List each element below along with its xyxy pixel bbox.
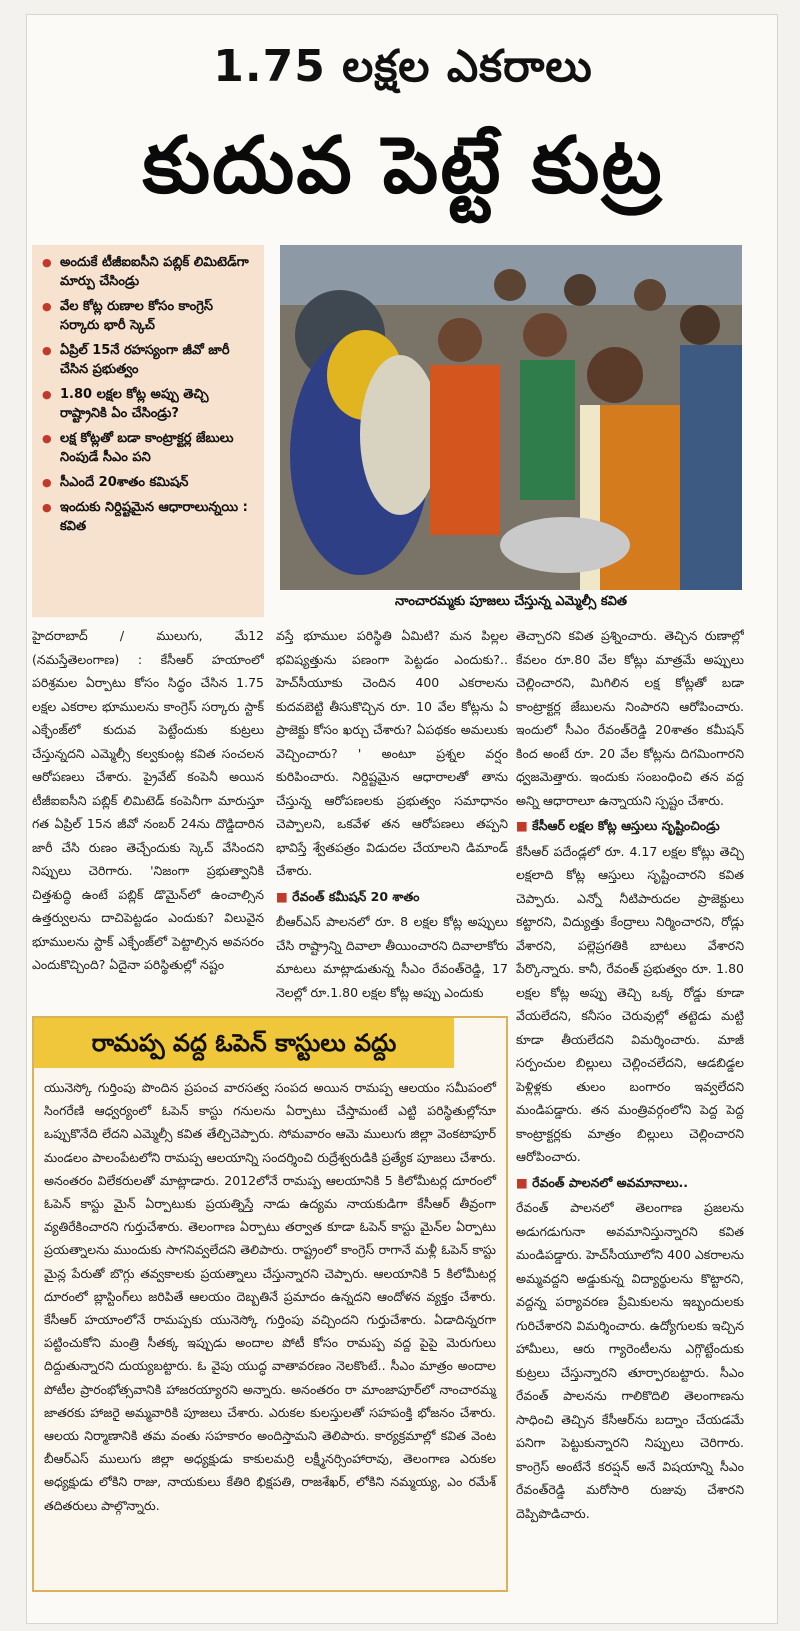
highlight-item: ● లక్ష కోట్లతో బడా కాంట్రాక్టర్ల జేబులు నింపుడే సీఎం పని: [42, 429, 254, 467]
article-column-2: [276, 624, 508, 1010]
article-paragraph: తెచ్చారని కవిత ప్రశ్నించారు. తెచ్చిన రుణాల్లో కేవలం రూ.80 వేల కోట్లు మాత్రమే అప్పులు చెల్లించారని, మిగిలిన లక్ష కోట్లతో బడా కాంట్రాక్టర్ల జేబులను నింపారని ఆరోపించారు. ఇందులో సీఎం రేవంత్‌రెడ్డి 20శాతం కమీషన్ కింద అంటే రూ. 20 వేల కోట్లను దిగమింగారని ధ్వజమెత్తారు. ఇందుకు సంబంధించి తన వద్ద అన్ని ఆధారాలూ ఉన్నాయని స్పష్టం చేశారు.: [516, 628, 744, 808]
article-paragraph: హైదరాబాద్ / ములుగు, మే12 (నమస్తేతెలంగాణ) : కేసీఆర్ హయాంలో పరిశ్రమల ఏర్పాటు కోసం సిద్ధం చేసిన 1.75 లక్షల ఎకరాల భూములను కాంగ్రెస్ సర్కారు స్టాక్ ఎక్ఛేంజ్‌లో కుదువ పెట్టేందుకు కుట్రలు చేస్తున్నదని ఎమ్మెల్సీ కల్వకుంట్ల కవిత సంచలన ఆరోపణలు చేశారు. ప్రైవేట్ కంపెనీ అయిన టీజీఐఐసీని పబ్లిక్ లిమిటెడ్ కంపెనీగా మారుస్తూ గత ఏప్రిల్ 15న జీవో నంబర్ 24ను దొడ్డిదారిన జారీ చేసి రుణం తెచ్చేందుకు స్కెచ్ వేసిందని నిప్పులు చెరిగారు. 'నిజంగా ప్రభుత్వానికి చిత్తశుద్ధి ఉంటే పబ్లిక్ డొమైన్‌లో ఉంచాల్సిన ఉత్తర్వులను దాచిపెట్టడం ఎందుకు? విలువైన భూములను స్టాక్ ఎక్ఛేంజ్‌లో పెట్టాల్సిన అవసరం ఎందుకొచ్చింది? ఏదైనా పరిస్థితుల్లో నష్టం: [32, 628, 264, 972]
subheading: ■ రేవంత్ పాలనలో అవమానాలు..: [516, 1171, 744, 1195]
highlight-item: ● ఏప్రిల్ 15నే రహస్యంగా జీవో జారీ చేసిన ప్రభుత్వం: [42, 341, 254, 379]
photo-illustration: [280, 245, 742, 590]
article-column-3: [516, 624, 744, 1610]
news-photo: [280, 245, 742, 590]
highlight-item: ● 1.80 లక్షల కోట్ల అప్పు తెచ్చి రాష్ట్రానికి ఏం చేసిండ్రు?: [42, 385, 254, 423]
article-column-1: [32, 624, 264, 1010]
sidebar-story-body: యునెస్కో గుర్తింపు పొందిన ప్రపంచ వారసత్వ సంపద అయిన రామప్ప ఆలయం సమీపంలో సింగరేణి ఆధ్వర్యంలో ఓపెన్ కాస్టు గనులను ఏర్పాటు చేస్తామంటే ఎట్టి పరిస్థితుల్లోనూ ఒప్పుకొనేది లేదని ఎమ్మెల్సీ కవిత తేల్చిచెప్పారు. సోమవారం ఆమె ములుగు జిల్లా వెంకటాపూర్ మండలం పాలంపేటలోని రామప్ప ఆలయాన్ని సందర్శించి రుద్రేశ్వరుడికి ప్రత్యేక పూజలు చేశారు. అనంతరం విలేకరులతో మాట్లాడారు. 2012లోనే రామప్ప ఆలయానికి 5 కిలోమీటర్ల దూరంలో ఓపెన్ కాస్టు మైన్ ఏర్పాటుకు ప్రయత్నిస్తే నాడు ఉద్యమ నాయకుడిగా కేసీఆర్ తీవ్రంగా వ్యతిరేకించారని గుర్తుచేశారు. తెలంగాణ ఏర్పాటు తర్వాత కూడా ఓపెన్ కాస్టు మైన్‌ల ఏర్పాటు ప్రయత్నాలను ముందుకు సాగనివ్వలేదని తెలిపారు. రాష్ట్రంలో కాంగ్రెస్ రాగానే మళ్లీ ఓపెన్ కాస్టు మైన్ల పేరుతో బొగ్గు తవ్వకాలకు ప్రయత్నాలు చేస్తున్నారని చెప్పారు. ఆలయానికి 5 కిలోమీటర్ల దూరంలో బ్లాస్టింగ్‌లు జరిపితే ఆలయం దెబ్బతినే ప్రమాదం ఉన్నదని ఆందోళన వ్యక్తం చేశారు. కేసీఆర్ హయాంలోనే రామప్పకు యునెస్కో గుర్తింపు వచ్చిందని గుర్తుచేశారు. ఏడాదిన్నరగా పట్టించుకోని మంత్రి సీతక్క ఇప్పుడు అందాల పోటీ కోసం రామప్ప వద్ద పైపై మెరుగులు దిద్దుతున్నారని దుయ్యబట్టారు. ఓ వైపు యుద్ధ వాతావరణం నెలకొంటే.. సీఎం మాత్రం అందాల పోటీల ప్రారంభోత్సవానికి హాజరయ్యారని అన్నారు. అనంతరం రా మాంజాపూర్‌లో నాంచారమ్మ జాతరకు హాజరై అమ్మవారికి పూజలు చేశారు. ఎరుకల కులస్తులతో సహపంక్తి భోజనం చేశారు. ఆలయ నిర్మాణానికి తమ వంతు సహకారం అందిస్తామని తెలిపారు. కార్యక్రమాల్లో కవిత వెంట బీఆర్‌ఎస్ ములుగు జిల్లా అధ్యక్షుడు కాకులమర్రి లక్ష్మీనర్సింహారావు, తెలంగాణ ఎరుకల అధ్యక్షుడు లోకిని రాజు, నాయకులు కేతిరి భిక్షపతి, రాజశేఖర్, లోకిని నమ్మయ్య, ఎం రమేశ్ తదితరులు పాల్గొన్నారు.: [44, 1080, 496, 1513]
highlights-box: [32, 245, 264, 617]
photo-caption: నాంచారమ్మకు పూజలు చేస్తున్న ఎమ్మెల్సీ కవిత: [395, 594, 627, 609]
subheading: ■ కేసీఆర్ లక్షల కోట్ల ఆస్తులు సృష్టించిండ్రు: [516, 814, 744, 838]
headline-main: కుదువ పెట్టే కుట్ర: [142, 121, 664, 211]
article-paragraph: రేవంత్ పాలనలో తెలంగాణ ప్రజలను అడుగడుగునా అవమానిస్తున్నారని కవిత మండిపడ్డారు. హెచ్‌సీయూలోని 400 ఎకరాలను అమ్మవద్దని అడ్డుకున్న విద్యార్థులను కొట్టారని, వద్దన్న పర్యావరణ ప్రేమికులను ఇబ్బందులకు గురిచేశారని విమర్శించారు. ఉద్యోగులకు ఇచ్చిన హామీలు, ఆరు గ్యారెంటీలను ఎగ్గొట్టేందుకు కుట్రలు చేస్తున్నారని తూర్పారబట్టారు. సీఎం రేవంత్ పాలనను గాలికొదిలి తెలంగాణను సాధించి తెచ్చిన కేసీఆర్‌ను బద్నాం చేయడమే పనిగా పెట్టుకున్నారని నిప్పులు చెరిగారు. కాంగ్రెస్ అంటేనే కరప్షన్ అనే విషయాన్ని సీఎం రేవంత్‌రెడ్డి మరోసారి రుజువు చేశారని దెప్పిపొడిచారు.: [516, 1200, 744, 1521]
article-paragraph: బీఆర్‌ఎస్ పాలనలో రూ. 8 లక్షల కోట్ల అప్పులు చేసి రాష్ట్రాన్ని దివాలా తీయించారని దివాలాకోరు మాటలు మాట్లాడుతున్న సీఎం రేవంత్‌రెడ్డి, 17 నెలల్లో రూ.1.80 లక్షల కోట్ల అప్పు ఎందుకు: [276, 914, 508, 1000]
article-paragraph: కేసీఆర్ పదేండ్లలో రూ. 4.17 లక్షల కోట్లు తెచ్చి లక్షలాది కోట్ల ఆస్తులు సృష్టించారని కవిత చెప్పారు. ఎన్నో నీటిపారుదల ప్రాజెక్టులు కట్టారని, విద్యుత్తు కేంద్రాలు నిర్మించారని, రోడ్లు వేశారని, పల్లెప్రగతికి బాటలు వేశారని పేర్కొన్నారు. కానీ, రేవంత్ ప్రభుత్వం రూ. 1.80 లక్షల కోట్ల అప్పు తెచ్చి ఒక్క రోడ్డు కూడా వేయలేదని, కనీసం చెరువుల్లో తట్టెడు మట్టి కూడా తీయలేదని విమర్శించారు. మాజీ సర్పంచుల బిల్లులు చెల్లించలేదని, ఆడబిడ్డల పెళ్లిళ్లకు తులం బంగారం ఇవ్వలేదని మండిపడ్డారు. తన మంత్రివర్గంలోని పెద్ద పెద్ద కాంట్రాక్టర్లకు మాత్రం బిల్లులు చెల్లించారని ఆరోపించారు.: [516, 843, 744, 1164]
article-paragraph: వస్తే భూముల పరిస్థితి ఏమిటి? మన పిల్లల భవిష్యత్తును పణంగా పెట్టడం ఎందుకు?.. హెచ్‌సీయూకు చెందిన 400 ఎకరాలను కుదవబెట్టి తీసుకొచ్చిన రూ. 10 వేల కోట్లను ఏ ప్రాజెక్టు కోసం ఖర్చు చేశారు? ఏపథకం అమలుకు వెచ్చించారు? ' అంటూ ప్రశ్నల వర్షం కురిపించారు. నిర్దిష్టమైన ఆధారాలతో తాను చేస్తున్న ఆరోపణలకు ప్రభుత్వం సమాధానం చెప్పాలని, ఒకవేళ తన ఆరోపణలు తప్పని భావిస్తే శ్వేతపత్రం విడుదల చేయాలని డిమాండ్ చేశారు.: [276, 628, 508, 878]
headline-kicker: 1.75 లక్షల ఎకరాలు: [213, 41, 593, 92]
highlight-item: ● వేల కోట్ల రుణాల కోసం కాంగ్రెస్ సర్కారు భారీ స్కెచ్: [42, 297, 254, 335]
sidebar-story-title: రామప్ప వద్ద ఓపెన్ కాస్టులు వద్దు: [34, 1018, 454, 1068]
subheading: ■ రేవంత్ కమీషన్ 20 శాతం: [276, 885, 508, 909]
highlight-item: ● ఇందుకు నిర్దిష్టమైన ఆధారాలున్నయి : కవిత: [42, 498, 254, 536]
sidebar-story-box: [32, 1016, 508, 1592]
highlight-item: ● సీఎందే 20శాతం కమిషన్: [42, 473, 254, 492]
highlight-item: ● అందుకే టీజీఐఐసీని పబ్లిక్ లిమిటెడ్‌గా మార్పు చేసిండ్రు: [42, 253, 254, 291]
